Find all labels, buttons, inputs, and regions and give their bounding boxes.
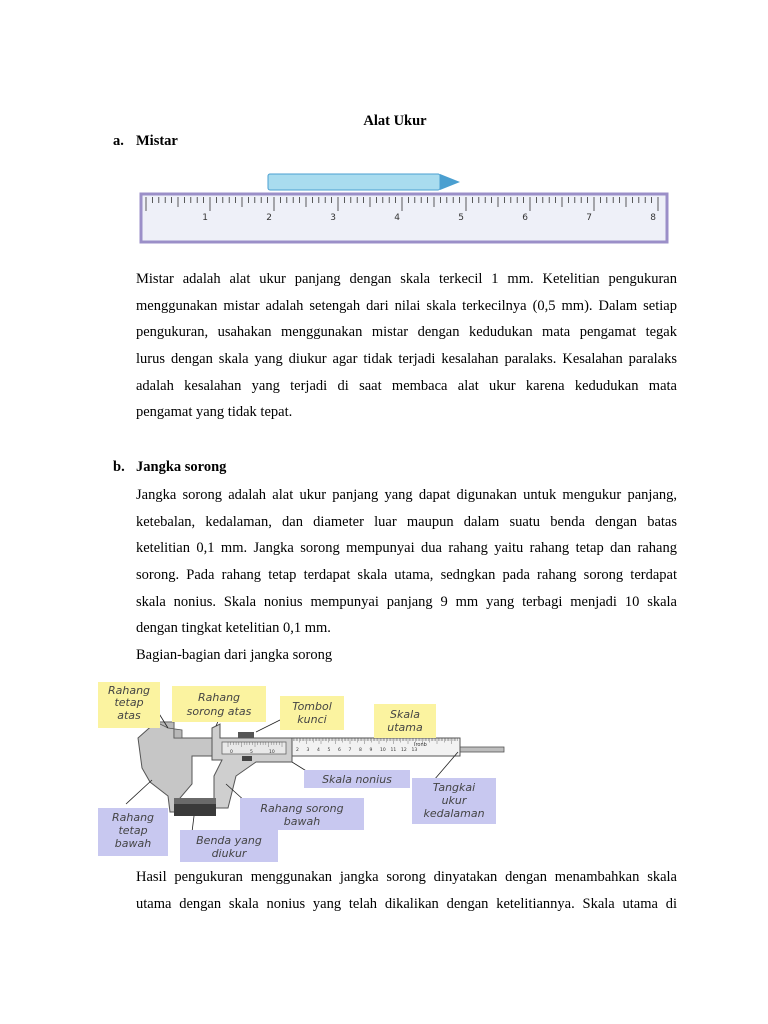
parts-intro: Bagian-bagian dari jangka sorong (136, 647, 333, 664)
main-scale-digit: 7 (348, 748, 352, 753)
paragraph-line: Jangka sorong adalah alat ukur panjang yang dapat digunakan untuk mengukur panjang, (136, 487, 677, 503)
ruler-label: 1 (202, 213, 208, 223)
paragraph-line: lurus dengan skala yang diukur agar tidak terjadi kesalahan paralaks. Kesalahan paralaks (136, 351, 677, 368)
closing-paragraph (136, 864, 677, 917)
svg-text:tetap: tetap (114, 696, 144, 709)
paragraph-line: pengukuran, usahakan menggunakan mistar dengan kedudukan mata pengamat tegak (136, 324, 677, 341)
label-rahang-sorong-atas (172, 686, 266, 722)
label-rahang-tetap-atas (98, 682, 160, 728)
paragraph-line: adalah kesalahan yang terjadi di saat membaca alat ukur karena kedudukan mata (136, 377, 677, 394)
ruler-label: 2 (266, 213, 272, 223)
svg-text:Rahang: Rahang (107, 684, 151, 697)
svg-text:Skala nonius: Skala nonius (322, 773, 392, 786)
paragraph-line: ketebalan, kedalaman, dan diameter luar maupun dalam suatu benda dengan batas (136, 513, 677, 530)
vernier-caliper-illustration (96, 672, 522, 864)
label-benda-yang-diukur (180, 830, 278, 862)
svg-text:ukur: ukur (441, 794, 467, 807)
label-tombol-kunci (280, 696, 344, 730)
section-a-title: Mistar (136, 133, 178, 149)
main-scale-digit: 2 (296, 748, 299, 753)
svg-text:Rahang: Rahang (111, 811, 155, 824)
ruler-label: 4 (394, 213, 400, 223)
main-scale-digit: 9 (369, 748, 373, 753)
svg-text:Rahang: Rahang (197, 691, 241, 704)
svg-text:bawah: bawah (114, 837, 152, 850)
svg-text:sorong atas: sorong atas (186, 705, 252, 718)
svg-text:diukur: diukur (211, 847, 247, 860)
label-skala-utama (374, 704, 436, 738)
paragraph-line: utama dengan skala nonius yang telah dikalikan dengan ketelitiannya. Skala utama di (136, 895, 677, 912)
section-b-title: Jangka sorong (136, 459, 227, 475)
svg-text:Benda yang: Benda yang (196, 834, 262, 847)
ruler-label: 6 (522, 213, 528, 223)
nonius-digit: 5 (250, 750, 253, 755)
main-scale-digit: 6 (338, 748, 341, 753)
ruler-label: 7 (586, 213, 592, 223)
svg-text:bawah: bawah (283, 815, 321, 828)
locking-screw (238, 732, 254, 738)
section-a-number: a. (113, 133, 124, 149)
ruler-illustration (138, 170, 670, 248)
section-a-paragraph (136, 266, 677, 426)
section-b-paragraph (136, 482, 677, 669)
paragraph-line: menggunakan mistar adalah setengah dari nilai skala terkecilnya (0,5 mm). Dalam setiap (136, 297, 677, 314)
main-scale-digit: 12 (401, 748, 407, 753)
page-title: Alat Ukur (363, 113, 427, 129)
main-scale-digit: 11 (390, 748, 397, 753)
svg-text:atas: atas (117, 709, 141, 722)
thumb-screw (242, 756, 252, 761)
label-skala-nonius (304, 770, 410, 788)
label-rahang-tetap-bawah (98, 808, 168, 856)
svg-text:kunci: kunci (297, 713, 327, 726)
main-scale-digit: 13 (411, 748, 418, 753)
paragraph-line: ketelitian 0,1 mm. Jangka sorong mempunyai dua rahang yaitu rahang tetap dan rahang (136, 540, 677, 557)
main-scale-digit: 3 (306, 748, 310, 753)
paragraph-line: Mistar adalah alat ukur panjang dengan skala terkecil 1 mm. Ketelitian pengukuran (136, 271, 677, 287)
paragraph-line: Hasil pengukuran menggunakan jangka sorong dinyatakan dengan menambahkan skala (136, 869, 677, 885)
svg-text:Skala: Skala (390, 708, 420, 721)
svg-text:Tombol: Tombol (292, 700, 332, 713)
ruler-label: 8 (650, 213, 656, 223)
label-rahang-sorong-bawah (240, 798, 364, 830)
paragraph-line: pengamat yang tidak tepat. (136, 404, 293, 421)
main-scale-digit: 8 (359, 748, 362, 753)
main-scale-digit: 4 (317, 748, 320, 753)
ruler-label: 5 (458, 213, 464, 223)
svg-text:Rahang sorong: Rahang sorong (260, 802, 344, 815)
label-tangkai-ukur-kedalaman (412, 778, 496, 824)
depth-rod (458, 747, 504, 752)
scale-brand-text: Ironb (414, 742, 427, 748)
svg-text:Tangkai: Tangkai (432, 781, 476, 794)
section-b-number: b. (113, 459, 125, 475)
ruler-pointer-arrow (440, 174, 460, 190)
svg-text:tetap: tetap (118, 824, 148, 837)
main-scale-digit: 5 (327, 748, 331, 753)
paragraph-line: skala nonius. Skala nonius mempunyai panjang 9 mm yang terbagi menjadi 10 skala (136, 593, 677, 610)
main-scale-digit: 10 (380, 748, 386, 753)
svg-text:kedalaman: kedalaman (423, 807, 485, 820)
paragraph-line: sorong. Pada rahang tetap terdapat skala utama, sedngkan pada rahang sorong terdapat (136, 567, 677, 584)
svg-text:utama: utama (387, 721, 423, 734)
nonius-digit: 0 (230, 750, 233, 755)
ruler-pointer-bar (268, 174, 440, 190)
nonius-digit: 10 (269, 750, 275, 755)
measured-object-top (174, 798, 216, 804)
paragraph-line: dengan tingkat ketelitian 0,1 mm. (136, 620, 331, 637)
ruler-label: 3 (330, 213, 336, 223)
